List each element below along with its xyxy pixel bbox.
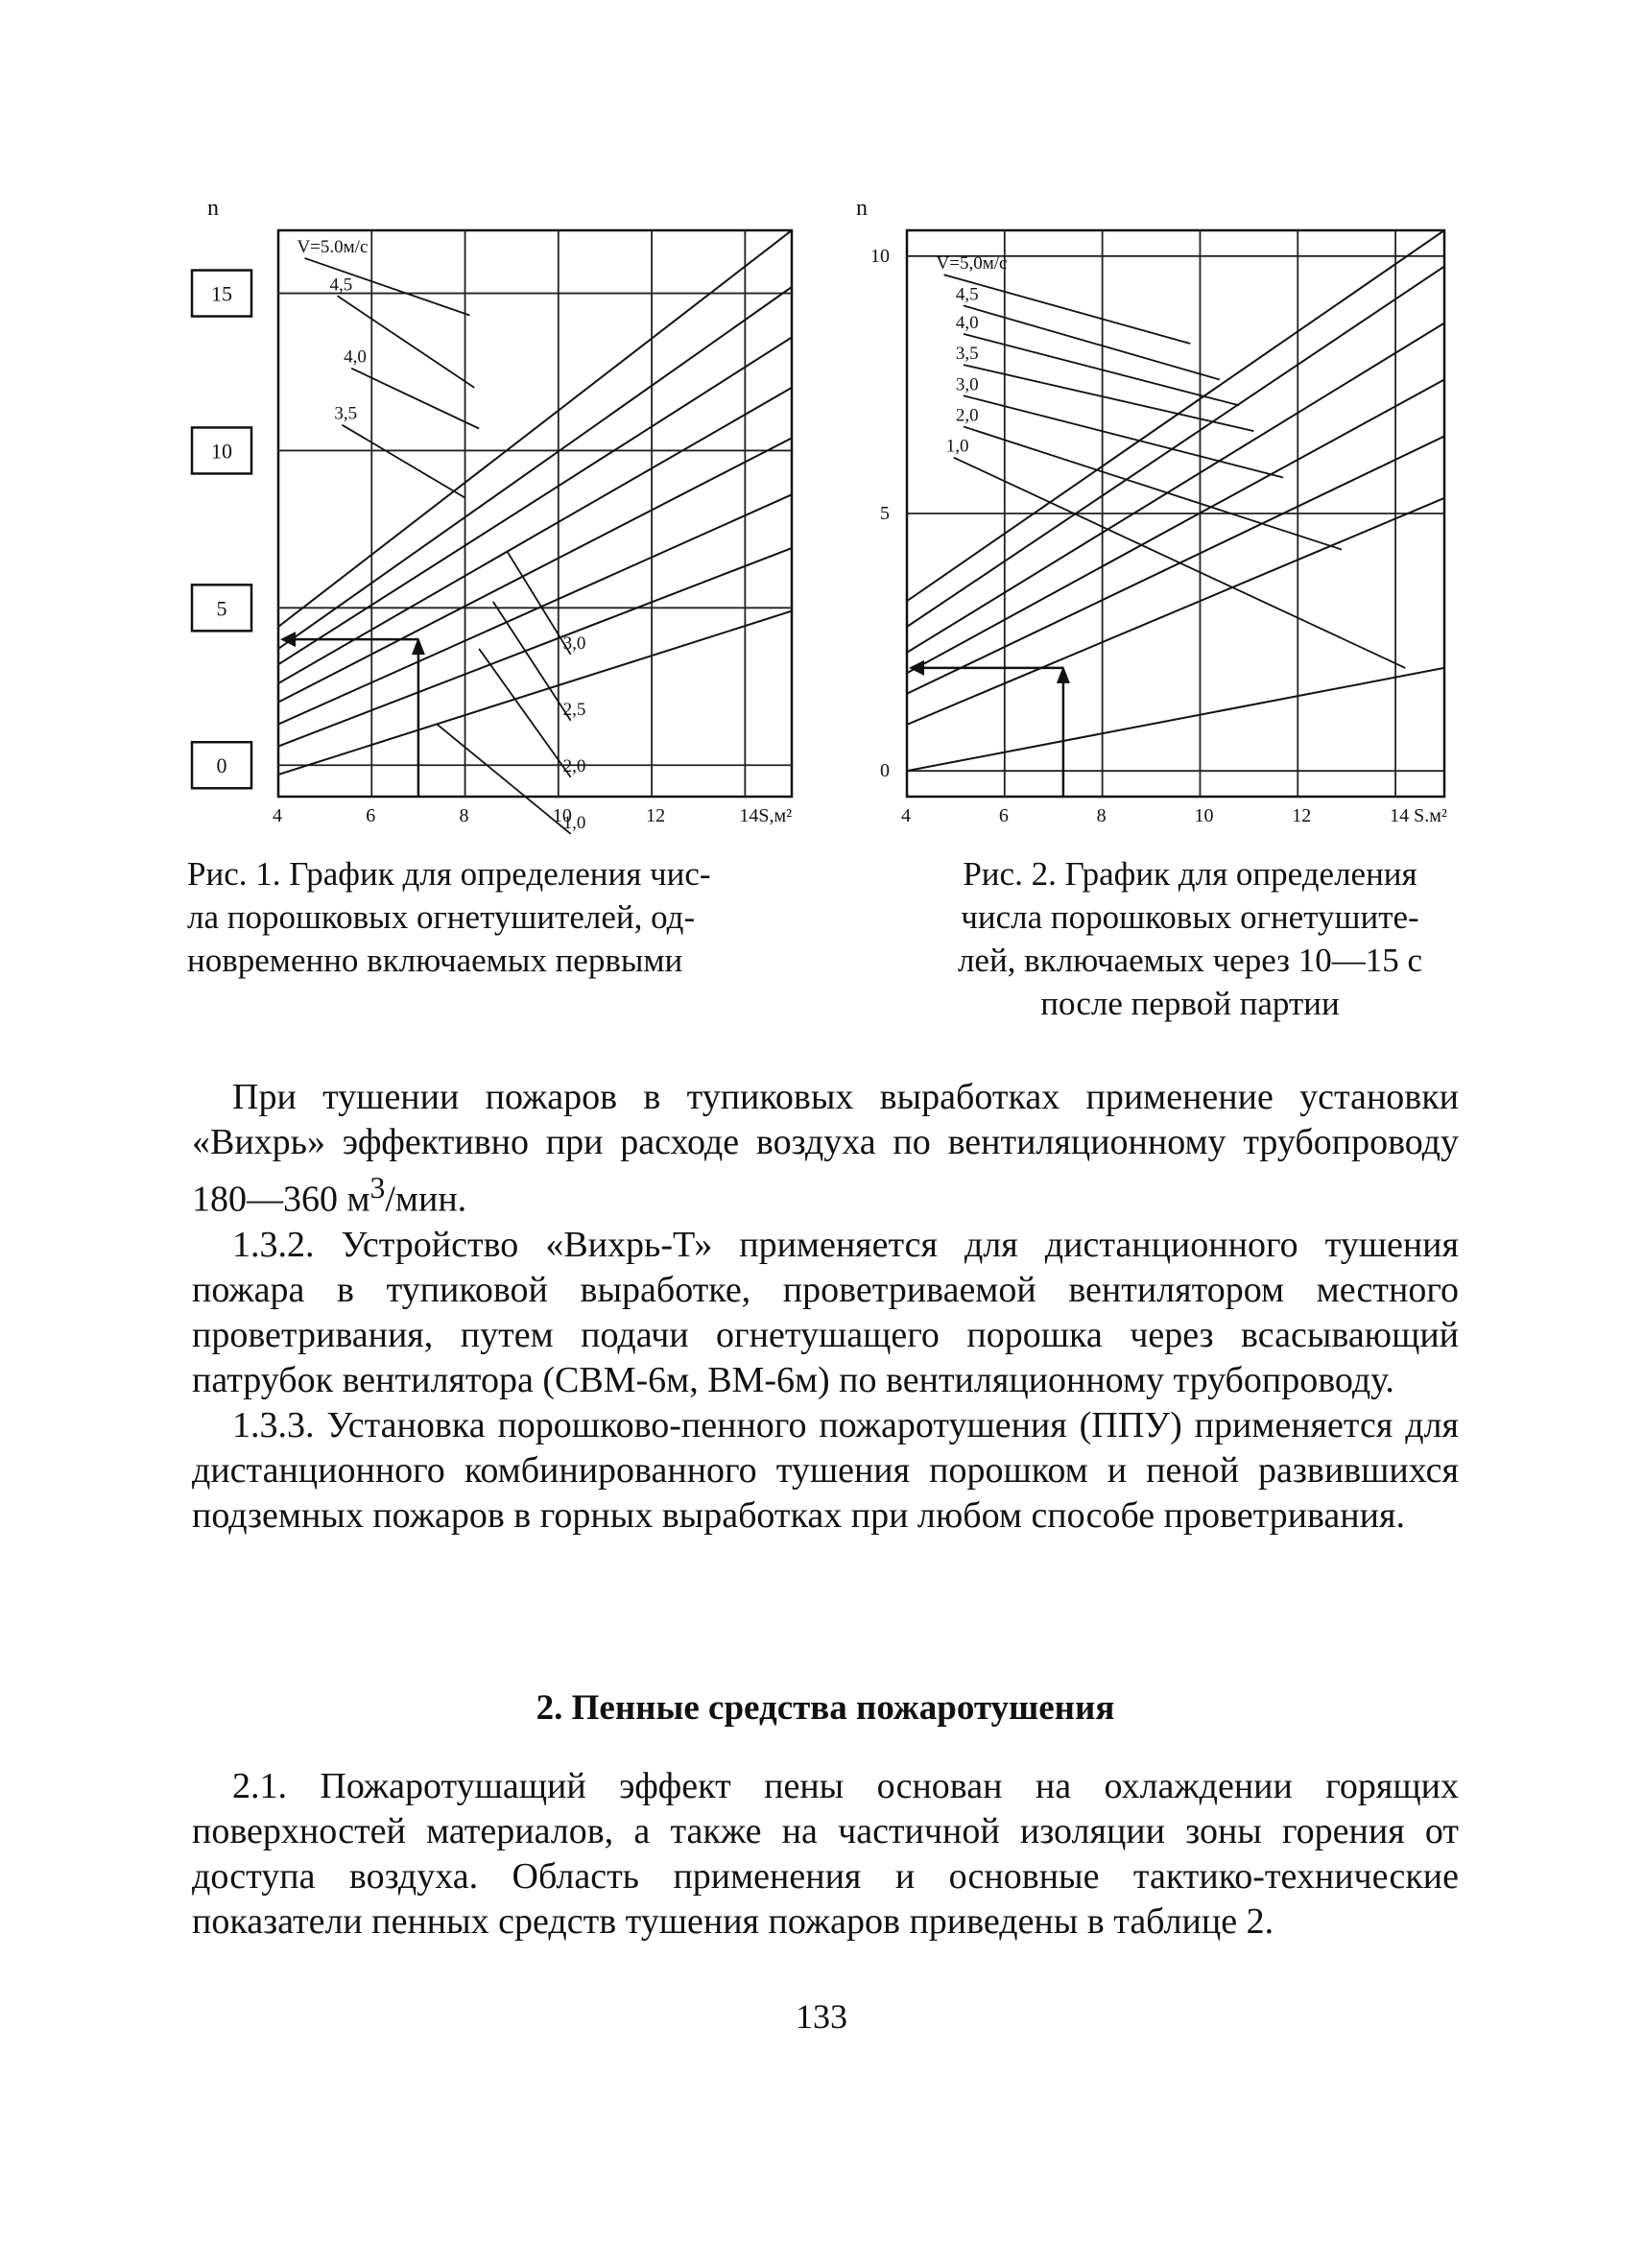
- example-arrow-left: [909, 660, 924, 676]
- x-tick-label: 6: [998, 805, 1009, 826]
- series-line: [907, 230, 1444, 601]
- x-tick-label: 4: [273, 805, 282, 826]
- series-line: [278, 337, 792, 664]
- cubic-superscript: 3: [369, 1171, 386, 1205]
- plot-frame: [278, 230, 792, 797]
- y-tick-label: 5: [880, 503, 890, 524]
- label-leader-line: [479, 649, 571, 777]
- y-tick-label: 15: [211, 281, 232, 306]
- x-tick-label: 14S,м²: [739, 805, 793, 826]
- series-line: [278, 548, 792, 747]
- y-tick-label: 10: [211, 439, 232, 464]
- series-line: [907, 323, 1444, 653]
- label-leader-line: [954, 458, 1406, 668]
- series-label: 4,0: [955, 312, 979, 333]
- page-number: 133: [796, 1997, 847, 2036]
- x-tick-label: 8: [459, 805, 469, 826]
- series-label: 1,0: [945, 436, 969, 457]
- series-label: 2,0: [955, 405, 979, 426]
- series-line: [907, 380, 1444, 674]
- series-label: 4,5: [329, 275, 353, 296]
- series-label: V=5.0м/с: [297, 236, 369, 257]
- series-line: [907, 668, 1444, 771]
- figure-1-caption: [187, 852, 811, 982]
- x-tick-label: 8: [1096, 805, 1107, 826]
- paragraph-vikhr: [192, 1075, 1459, 1223]
- paragraph-2-1: 2.1. Пожаротушащий эффект пены основан на охлаждении горящих поверхностей материалов, а также на частичной изоляции зоны горения от доступа воздуха. Область применения и основные тактико-технические показатели пенных средств тушения пожаров приведены в таблице 2.: [192, 1766, 1459, 1942]
- figure-2-caption-line: лей, включаемых через 10—15 с: [957, 942, 1423, 979]
- label-leader-line: [944, 275, 1191, 344]
- figure-2-caption-line: после первой партии: [1040, 985, 1340, 1022]
- figure-1-chart: [173, 192, 845, 835]
- series-label: 3,0: [955, 374, 979, 395]
- series-line: [278, 611, 792, 775]
- y-axis-label: n: [856, 196, 868, 221]
- x-tick-label: 4: [901, 805, 911, 826]
- figure-2-caption-line: Рис. 2. График для определения: [963, 855, 1417, 893]
- paragraph-vikhr-unit: /мин.: [385, 1179, 467, 1220]
- x-tick-label: 12: [1292, 805, 1312, 826]
- paragraph-1-3-2: 1.3.2. Устройство «Вихрь-Т» применяется для дистанционного тушения пожара в тупиковой выработке, проветриваемой вентилятором местного проветривания, путем подачи огнетушащего порошка через всасывающий патрубок вентилятора (СВМ-6м, ВМ-6м) по вентиляционному трубопроводу.: [192, 1224, 1459, 1400]
- figure-2-svg: [845, 192, 1478, 835]
- figure-1-caption-line: ла порошковых огнетушителей, од-: [187, 898, 696, 936]
- figure-2-chart: [845, 192, 1478, 835]
- series-label: 1,0: [562, 812, 586, 833]
- series-line: [907, 437, 1444, 694]
- section-heading: 2. Пенные средства пожаротушения: [536, 1688, 1115, 1728]
- x-tick-label: 14 S.м²: [1390, 805, 1447, 826]
- y-tick-label: 10: [870, 245, 890, 267]
- label-leader-line: [342, 425, 464, 498]
- series-label: 3,5: [334, 403, 358, 424]
- x-tick-label: 6: [366, 805, 376, 826]
- y-tick-label: 5: [216, 596, 227, 621]
- series-line: [278, 287, 792, 649]
- series-label: 2,5: [562, 699, 586, 720]
- figure-2-caption: [902, 852, 1478, 1025]
- series-line: [907, 267, 1444, 627]
- paragraph-1-3-3: 1.3.3. Установка порошково-пенного пожаротушения (ППУ) применяется для дистанционного комбинированного тушения порошком и пеной развившихся подземных пожаров в горных выработках при любом способе проветривания.: [192, 1404, 1459, 1536]
- figure-1-caption-line: Рис. 1. График для определения чис-: [187, 855, 711, 893]
- x-tick-label: 10: [1194, 805, 1214, 826]
- label-leader-line: [964, 395, 1283, 477]
- y-tick-label: 0: [216, 753, 227, 778]
- y-axis-label: n: [207, 196, 219, 221]
- series-line: [907, 498, 1444, 725]
- figure-1-caption-line: новременно включаемых первыми: [187, 942, 683, 979]
- figure-2-caption-line: числа порошковых огнетушите-: [961, 898, 1419, 936]
- series-line: [278, 230, 792, 627]
- series-label: 4,0: [344, 346, 367, 368]
- figure-1-svg: [173, 192, 845, 835]
- label-leader-line: [437, 725, 570, 834]
- series-line: [278, 438, 792, 702]
- series-line: [278, 494, 792, 724]
- series-label: V=5,0м/с: [936, 253, 1008, 275]
- body-text-upper: [192, 1075, 1459, 1539]
- series-label: 3,0: [562, 633, 586, 654]
- series-label: 3,5: [955, 344, 979, 365]
- series-label: 4,5: [955, 284, 979, 305]
- x-tick-label: 12: [646, 805, 666, 826]
- y-tick-label: 0: [880, 760, 890, 782]
- paragraph-vikhr-text: При тушении пожаров в тупиковых выработках применение установки «Вихрь» эффективно при расходе воздуха по вентиляционному трубопроводу 180—360 м: [192, 1077, 1459, 1220]
- x-tick-label: 10: [552, 805, 572, 826]
- body-text-lower: [192, 1764, 1459, 1945]
- series-label: 2,0: [562, 755, 586, 776]
